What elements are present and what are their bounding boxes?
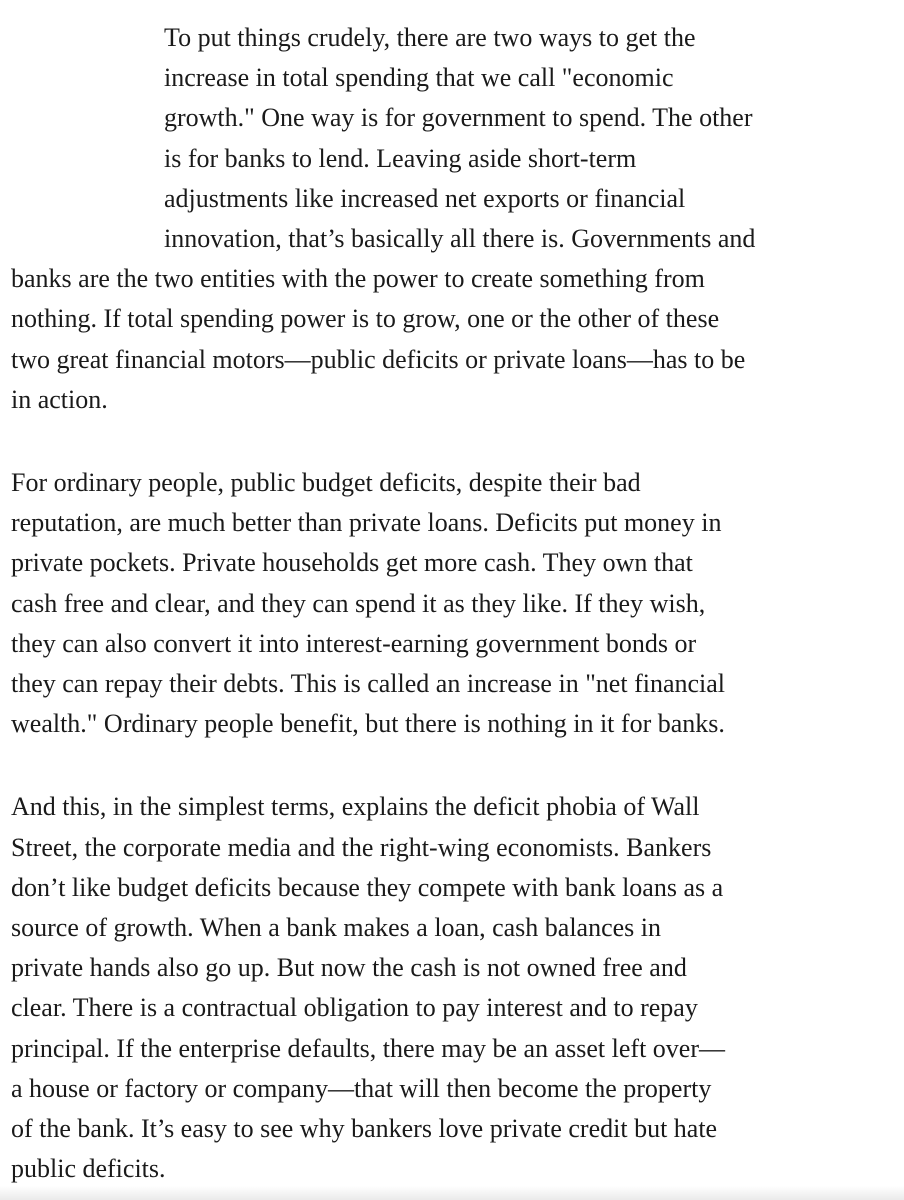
paragraph-2 bbox=[11, 463, 891, 744]
text-line: private pockets. Private households get more cash. They own that bbox=[11, 548, 693, 578]
text-line: wealth." Ordinary people benefit, but there is nothing in it for banks. bbox=[11, 709, 725, 739]
text-line: private hands also go up. But now the cash is not owned free and bbox=[11, 953, 687, 983]
text-line: nothing. If total spending power is to grow, one or the other of these bbox=[11, 304, 720, 334]
text-line: adjustments like increased net exports or financial bbox=[164, 183, 686, 213]
text-line: clear. There is a contractual obligation to pay interest and to repay bbox=[11, 993, 698, 1023]
text-line: innovation, that’s basically all there is. Governments and bbox=[164, 224, 756, 254]
text-line: To put things crudely, there are two ways to get the bbox=[164, 23, 696, 52]
text-line: don’t like budget deficits because they compete with bank loans as a bbox=[11, 872, 724, 902]
text-line: a house or factory or company—that will then become the property bbox=[11, 1073, 712, 1103]
text-line: two great financial motors—public deficits or private loans—has to be bbox=[11, 344, 746, 374]
text-line: Street, the corporate media and the right-wing economists. Bankers bbox=[11, 832, 712, 862]
text-line: source of growth. When a bank makes a loan, cash balances in bbox=[11, 913, 662, 943]
text-line: banks are the two entities with the power to create something from bbox=[11, 264, 705, 294]
text-line: public deficits. bbox=[11, 1154, 166, 1184]
text-line: cash free and clear, and they can spend it as they like. If they wish, bbox=[11, 588, 706, 618]
text-line: principal. If the enterprise defaults, there may be an asset left over— bbox=[11, 1033, 725, 1063]
text-line: they can also convert it into interest-earning government bonds or bbox=[11, 628, 697, 658]
paragraph-spacer bbox=[11, 744, 891, 787]
paragraph-spacer bbox=[11, 420, 891, 463]
text-line: And this, in the simplest terms, explains the deficit phobia of Wall bbox=[11, 792, 700, 822]
text-line: in action. bbox=[11, 384, 108, 414]
bottom-shadow bbox=[0, 1186, 904, 1200]
text-line: they can repay their debts. This is called an increase in "net financial bbox=[11, 669, 726, 699]
text-line: increase in total spending that we call "economic bbox=[164, 63, 674, 93]
text-line: is for banks to lend. Leaving aside short-term bbox=[164, 143, 637, 173]
text-line: For ordinary people, public budget deficits, despite their bad bbox=[11, 468, 641, 498]
paragraph-3 bbox=[11, 787, 891, 1189]
text-line: of the bank. It’s easy to see why bankers love private credit but hate bbox=[11, 1114, 718, 1144]
text-line: reputation, are much better than private loans. Deficits put money in bbox=[11, 508, 722, 538]
paragraph-1 bbox=[11, 18, 891, 420]
text-line: growth." One way is for government to spend. The other bbox=[164, 103, 753, 133]
article-body bbox=[11, 18, 891, 1189]
